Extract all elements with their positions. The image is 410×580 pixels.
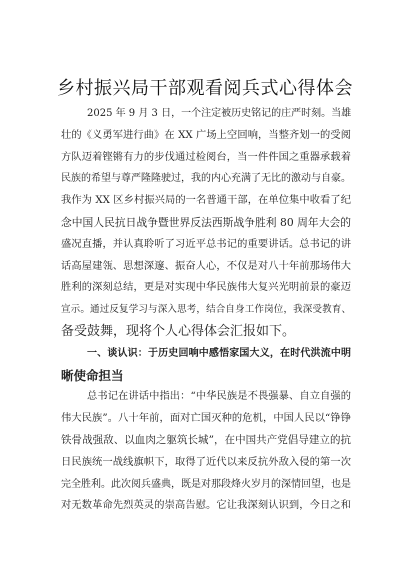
paragraph-line: 备受鼓舞，现将个人心得体会汇报如下。 [61,323,296,339]
paragraph-line: 方队迈着铿锵有力的步伐通过检阅台，当一件件国之重器承载着 [61,150,351,163]
section-heading-line: 一、谈认识：于历史回响中感悟家国大义，在时代洪流中明 [87,347,351,359]
document-body [61,103,351,517]
paragraph-line: 民族的希望与尊严隆隆驶过，我的内心充满了无比的激动与自豪。 [61,173,351,185]
paragraph-line: 总书记在讲话中指出：“中华民族是不畏强暴、自立自强的 [87,390,351,403]
paragraph-line: 念中国人民抗日战争暨世界反法西斯战争胜利 80 周年大会的 [61,215,351,229]
section-heading-line: 晰使命担当 [61,367,124,383]
paragraph-line: 胜利的深刻总结，更是对实现中华民族伟大复兴光明前景的豪迈 [61,281,351,294]
paragraph-line: 对无数革命先烈英灵的崇高告慰。它让我深刻认识到，今日之和 [61,499,351,512]
paragraph-line: 伟大民族”。八十年前，面对亡国灭种的危机，中国人民以“铮铮 [61,412,351,425]
paragraph-line: 盛况直播，并认真聆听了习近平总书记的重要讲话。总书记的讲 [61,237,351,250]
paragraph-line: 完全胜利。此次阅兵盛典，既是对那段烽火岁月的深情回望，也是 [61,478,351,490]
paragraph-line: 2025 年 9 月 3 日，一个注定被历史铭记的庄严时刻。当雄 [87,108,352,119]
paragraph-line: 日民族统一战线旗帜下，取得了近代以来反抗外敌入侵的第一次 [61,455,351,468]
document-title: 乡村振兴局干部观看阅兵式心得体会 [57,78,353,99]
paragraph-line: 话高屋建瓴、思想深邃、振奋人心，不仅是对八十年前那场伟大 [61,259,351,272]
paragraph-line: 壮的《义勇军进行曲》在 XX 广场上空回响，当整齐划一的受阅 [61,128,351,141]
paragraph-line: 铁骨战强敌、以血肉之躯筑长城”，在中国共产党倡导建立的抗 [61,433,351,446]
paragraph-line: 宣示。通过反复学习与深入思考，结合自身工作岗位，我深受教育、 [61,304,351,316]
paragraph-line: 我作为 XX 区乡村振兴局的一名普通干部，在单位集中收看了纪 [61,194,351,207]
